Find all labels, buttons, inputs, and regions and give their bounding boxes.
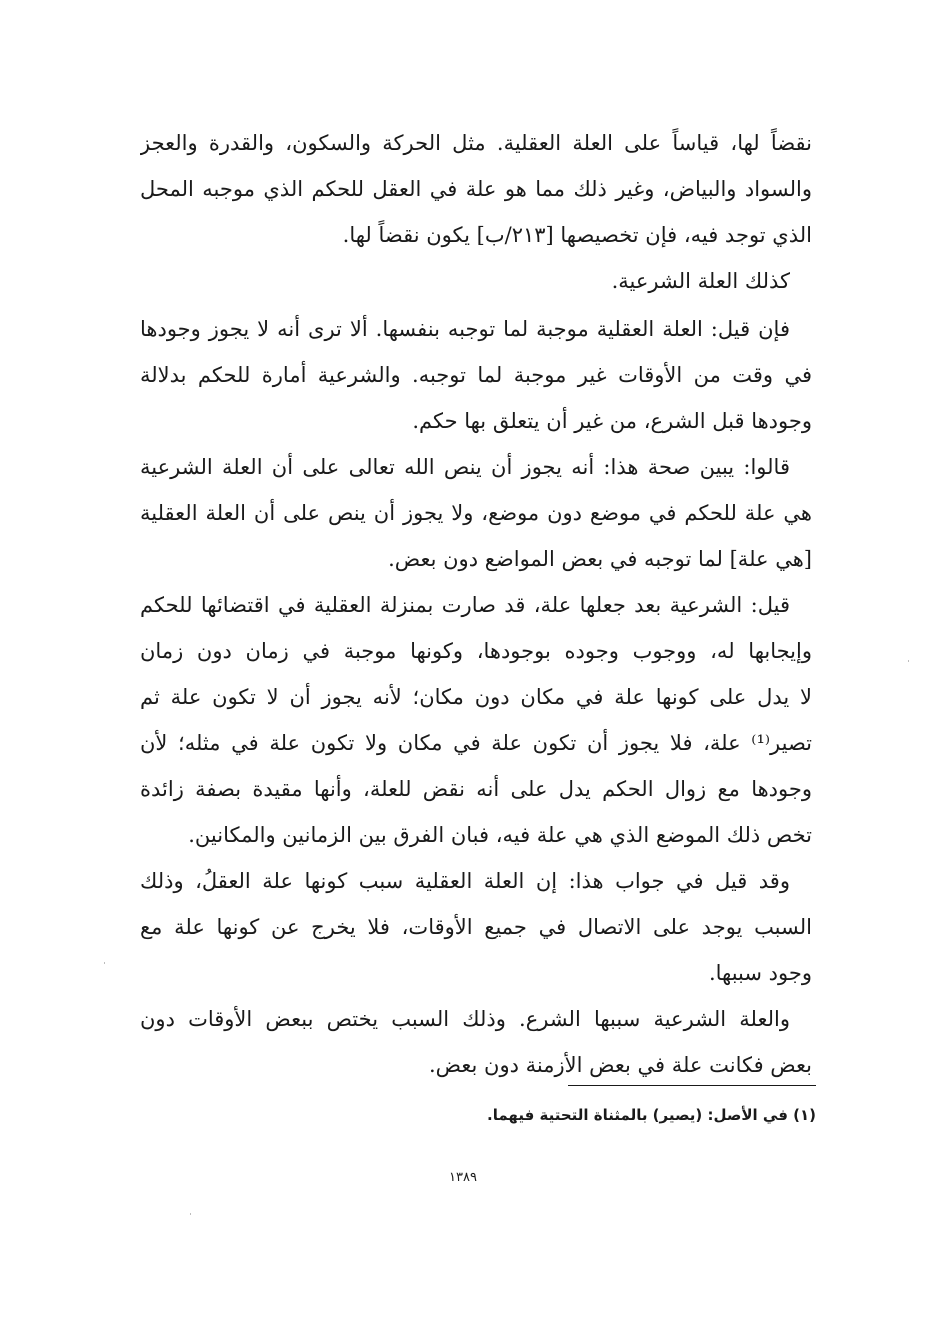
body-text [140, 120, 812, 1088]
text-line: وجود سببها. [708, 961, 812, 985]
text-line: السبب يوجد على الاتصال في جميع الأوقات، فلا يخرج عن كونها علة مع [140, 915, 812, 939]
scan-speck [104, 962, 105, 964]
text-line: الذي توجد فيه، فإن تخصيصها [٢١٣/ب] يكون نقضاً لها. [342, 223, 812, 247]
text-line: تخص ذلك الموضع الذي هي علة فيه، فبان الفرق بين الزمانين والمكانين. [188, 823, 812, 847]
footnote-divider [568, 1085, 816, 1086]
text-line: لا يدل على كونها علة في مكان دون مكان؛ لأنه يجوز أن لا تكون علة ثم [140, 685, 812, 709]
footnote: (١) في الأصل: (يصير) بالمثناة التحتية فيهما. [487, 1106, 816, 1124]
text-line: هي علة للحكم في موضع دون موضع، ولا يجوز أن ينص على أن العلة العقلية [140, 501, 812, 525]
text-line: كذلك العلة الشرعية. [611, 269, 790, 293]
text-line: وجودها قبل الشرع، من غير أن يتعلق بها حكم. [412, 409, 812, 433]
text-line: وقد قيل في جواب هذا: إن العلة العقلية سبب كونها علة العقلُ، وذلك [140, 869, 790, 893]
text-line: تصير⁽¹⁾ علة، فلا يجوز أن تكون علة في مكان ولا تكون علة في مثله؛ لأن [140, 731, 812, 755]
scan-speck [190, 1213, 191, 1215]
page-number: ١٣٨٩ [449, 1170, 477, 1185]
text-line: والعلة الشرعية سببها الشرع. وذلك السبب يختص ببعض الأوقات دون [140, 1007, 790, 1031]
text-line: وجودها مع زوال الحكم يدل على أنه نقض للعلة، وأنها مقيدة بصفة زائدة [140, 777, 812, 801]
text-line: والسواد والبياض، وغير ذلك مما هو علة في العقل للحكم الذي موجبه المحل [140, 177, 812, 201]
text-line: [هي علة] لما توجبه في بعض المواضع دون بعض. [388, 547, 812, 571]
text-line: نقضاً لها، قياساً على العلة العقلية. مثل الحركة والسكون، والقدرة والعجز [140, 131, 812, 155]
text-line: في وقت من الأوقات غير موجبة لما توجبه. والشرعية أمارة للحكم بدلالة [140, 363, 812, 387]
text-line: فإن قيل: العلة العقلية موجبة لما توجبه بنفسها. ألا ترى أنه لا يجوز وجودها [140, 317, 790, 341]
text-line: بعض فكانت علة في بعض الأزمنة دون بعض. [428, 1053, 812, 1077]
text-line: وإيجابها له، ووجوب وجوده بوجودها، وكونها موجبة في زمان دون زمان [140, 639, 812, 663]
text-line: قيل: الشرعية بعد جعلها علة، قد صارت بمنزلة العقلية في اقتضائها للحكم [140, 593, 790, 617]
scan-speck [908, 660, 909, 662]
text-line: قالوا: يبين صحة هذا: أنه يجوز أن ينص الله تعالى على أن العلة الشرعية [140, 455, 790, 479]
